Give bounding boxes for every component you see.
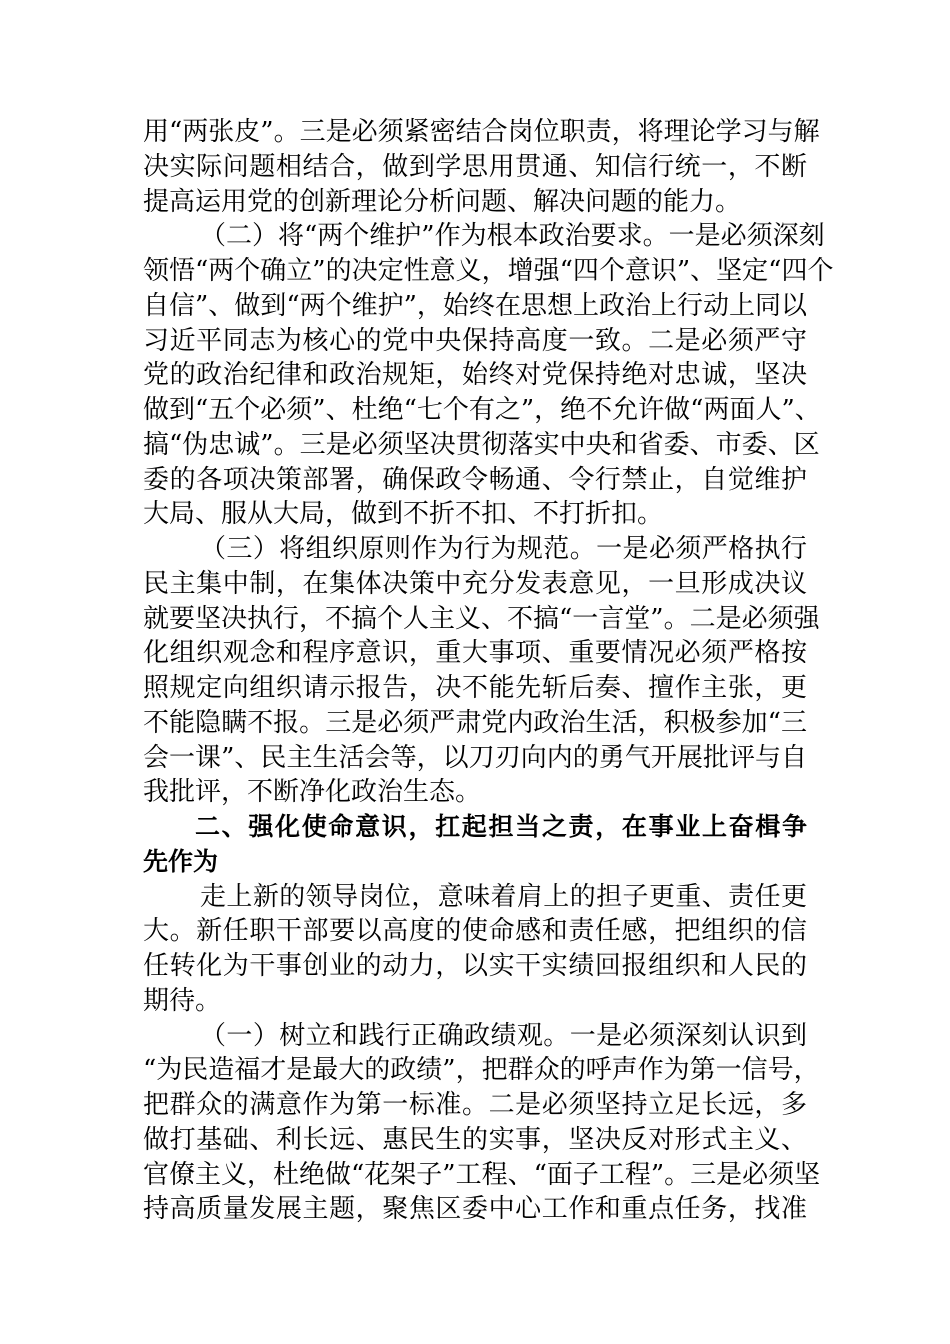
heading-line: 先作为 [143, 846, 219, 876]
text-line: 会一课”、民主生活会等，以刀刃向内的勇气开展批评与自 [143, 742, 807, 773]
paragraph-body [143, 880, 807, 1019]
text-line: 大。新任职干部要以高度的使命感和责任感，把组织的信 [143, 916, 807, 947]
text-line: 提高运用党的创新理论分析问题、解决问题的能力。 [143, 186, 742, 217]
document-page [143, 115, 834, 1227]
text-line: 把群众的满意作为第一标准。二是必须坚持立足长远，多 [143, 1090, 807, 1120]
text-line: （三）将组织原则作为行为规范。一是必须严格执行 [200, 534, 807, 564]
text-line: “为民造福才是最大的政绩”，把群众的呼声作为第一信号， [143, 1055, 820, 1086]
text-line: （二）将“两个维护”作为根本政治要求。一是必须深刻 [200, 221, 825, 252]
text-line: 委的各项决策部署，确保政令畅通、令行禁止，自觉维护 [143, 464, 807, 495]
text-line: 不能隐瞒不报。三是必须严肃党内政治生活，积极参加“三 [143, 707, 807, 738]
text-line: 做到“五个必须”、杜绝“七个有之”，绝不允许做“两面人”、 [143, 395, 821, 425]
text-line: 任转化为干事创业的动力，以实干实绩回报组织和人民的 [143, 951, 807, 981]
text-line: 大局、服从大局，做到不折不扣、不打折扣。 [143, 499, 664, 530]
text-line: 自信”、做到“两个维护”，始终在思想上政治上行动上同以 [143, 290, 807, 321]
text-line: 党的政治纪律和政治规矩，始终对党保持绝对忠诚，坚决 [143, 360, 807, 391]
text-line: 持高质量发展主题，聚焦区委中心工作和重点任务，找准 [143, 1194, 807, 1225]
text-line: （一）树立和践行正确政绩观。一是必须深刻认识到 [200, 1020, 807, 1051]
text-line: 走上新的领导岗位，意味着肩上的担子更重、责任更 [200, 881, 807, 912]
paragraph-sub-point-1 [143, 1019, 821, 1228]
text-line: 做打基础、利长远、惠民生的实事，坚决反对形式主义、 [143, 1124, 807, 1155]
text-line: 就要坚决执行，不搞个人主义、不搞“一言堂”。二是必须强 [143, 603, 820, 634]
text-line: 搞“伪忠诚”。三是必须坚决贯彻落实中央和省委、市委、区 [143, 429, 820, 460]
section-heading [143, 810, 807, 880]
heading-line: 二、强化使命意识，扛起担当之责，在事业上奋楫争 [195, 812, 807, 841]
text-line: 习近平同志为核心的党中央保持高度一致。二是必须严守 [143, 325, 807, 356]
text-line: 领悟“两个确立”的决定性意义，增强“四个意识”、坚定“四个 [143, 256, 834, 286]
text-line: 用“两张皮”。三是必须紧密结合岗位职责，将理论学习与解 [143, 117, 820, 147]
paragraph-sub-point-2 [143, 219, 834, 532]
paragraph-sub-point-3 [143, 532, 820, 810]
text-line: 我批评，不断净化政治生态。 [143, 777, 482, 808]
text-line: 化组织观念和程序意识，重大事项、重要情况必须严格按 [143, 638, 807, 669]
text-line: 决实际问题相结合，做到学思用贯通、知信行统一，不断 [143, 151, 807, 182]
paragraph-continuation [143, 115, 820, 219]
text-line: 期待。 [143, 985, 222, 1016]
text-line: 民主集中制，在集体决策中充分发表意见，一旦形成决议 [143, 568, 807, 599]
text-line: 官僚主义，杜绝做“花架子”工程、“面子工程”。三是必须坚 [143, 1159, 821, 1190]
text-line: 照规定向组织请示报告，决不能先斩后奏、擅作主张，更 [143, 673, 807, 703]
